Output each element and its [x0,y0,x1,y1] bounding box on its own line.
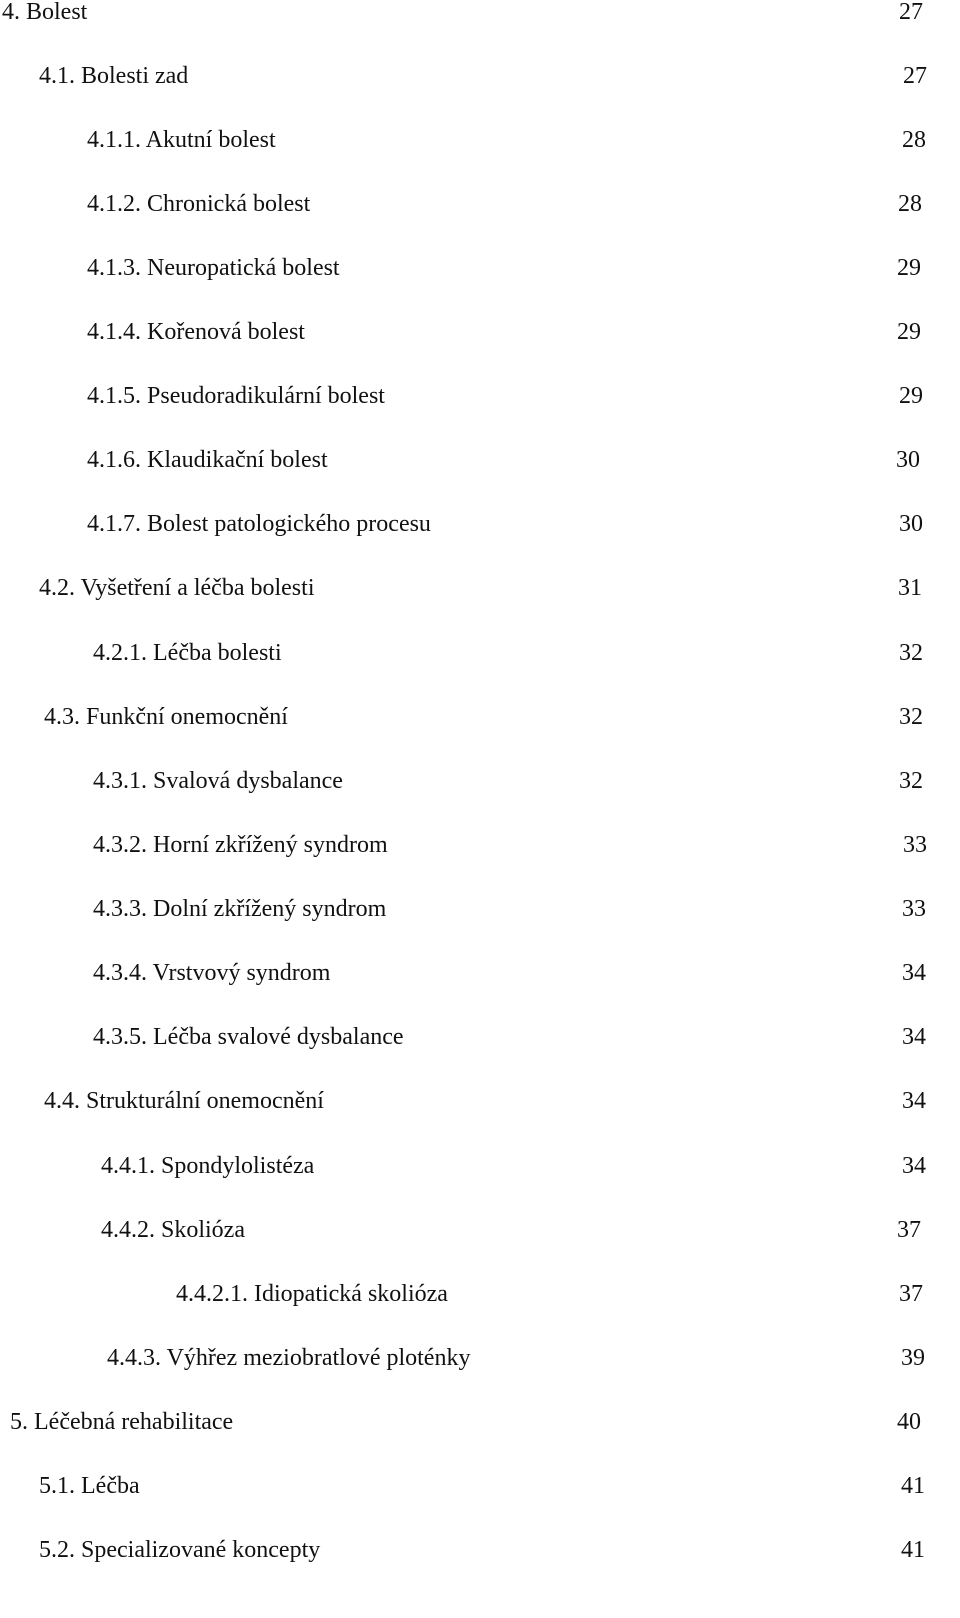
toc-entry-label: 4.4.2.1. Idiopatická skolióza [176,1281,448,1307]
toc-entry-label: 4.4.3. Výhřez meziobratlové ploténky [107,1345,471,1371]
toc-entry-label: 4.3. Funkční onemocnění [44,704,288,730]
toc-page-number: 32 [899,704,923,730]
toc-entry-label: 5. Léčebná rehabilitace [10,1409,234,1435]
toc-entry-label: 4.1.2. Chronická bolest [87,191,311,217]
toc-entry-label: 5.1. Léčba [39,1473,140,1499]
toc-entry-label: 4.1.4. Kořenová bolest [87,319,305,345]
toc-page-number: 31 [898,575,922,601]
toc-page-number: 33 [903,832,927,858]
toc-page-number: 34 [902,1153,926,1179]
toc-page-number: 28 [898,191,922,217]
toc-page-number: 34 [902,1024,926,1050]
toc-page-number: 30 [896,447,920,473]
toc-entry-label: 4.1.3. Neuropatická bolest [87,255,340,281]
toc-page-number: 41 [901,1473,925,1499]
toc-page-number: 39 [901,1345,925,1371]
toc-page-number: 32 [899,640,923,666]
toc-entry-label: 4.4.2. Skolióza [101,1217,245,1243]
toc-entry-label: 4.3.2. Horní zkřížený syndrom [93,832,388,858]
toc-page-number: 27 [903,63,927,89]
toc-entry-label: 4.3.3. Dolní zkřížený syndrom [93,896,387,922]
toc-page-number: 32 [899,768,923,794]
toc-entry-label: 4.3.5. Léčba svalové dysbalance [93,1024,404,1050]
toc-page-number: 41 [901,1537,925,1563]
toc-entry-label: 4.2. Vyšetření a léčba bolesti [39,575,315,601]
toc-entry-label: 4.1.7. Bolest patologického procesu [87,511,431,537]
toc-entry-label: 4.1.6. Klaudikační bolest [87,447,328,473]
toc-entry-label: 5.2. Specializované koncepty [39,1537,321,1563]
toc-page-number: 37 [897,1217,921,1243]
toc-entry-label: 4.4. Strukturální onemocnění [44,1088,324,1114]
toc-entry-label: 4.1.1. Akutní bolest [87,127,276,153]
toc-page-number: 33 [902,896,926,922]
toc-entry-label: 4.1. Bolesti zad [39,63,189,89]
toc-page-number: 30 [899,511,923,537]
toc-page-number: 34 [902,1088,926,1114]
toc-entry-label: 4. Bolest [2,0,88,25]
toc-entry-label: 4.3.4. Vrstvový syndrom [93,960,331,986]
toc-page-number: 28 [902,127,926,153]
toc-entry-label: 4.1.5. Pseudoradikulární bolest [87,383,385,409]
toc-page-number: 37 [899,1281,923,1307]
toc-entry-label: 4.4.1. Spondylolistéza [101,1153,315,1179]
toc-entry-label: 4.3.1. Svalová dysbalance [93,768,343,794]
toc-page-number: 34 [902,960,926,986]
toc-page-number: 29 [897,255,921,281]
toc-page-number: 29 [897,319,921,345]
toc-page-number: 27 [899,0,923,25]
toc-entry-label: 4.2.1. Léčba bolesti [93,640,282,666]
toc-page-number: 29 [899,383,923,409]
toc-page-number: 40 [897,1409,921,1435]
